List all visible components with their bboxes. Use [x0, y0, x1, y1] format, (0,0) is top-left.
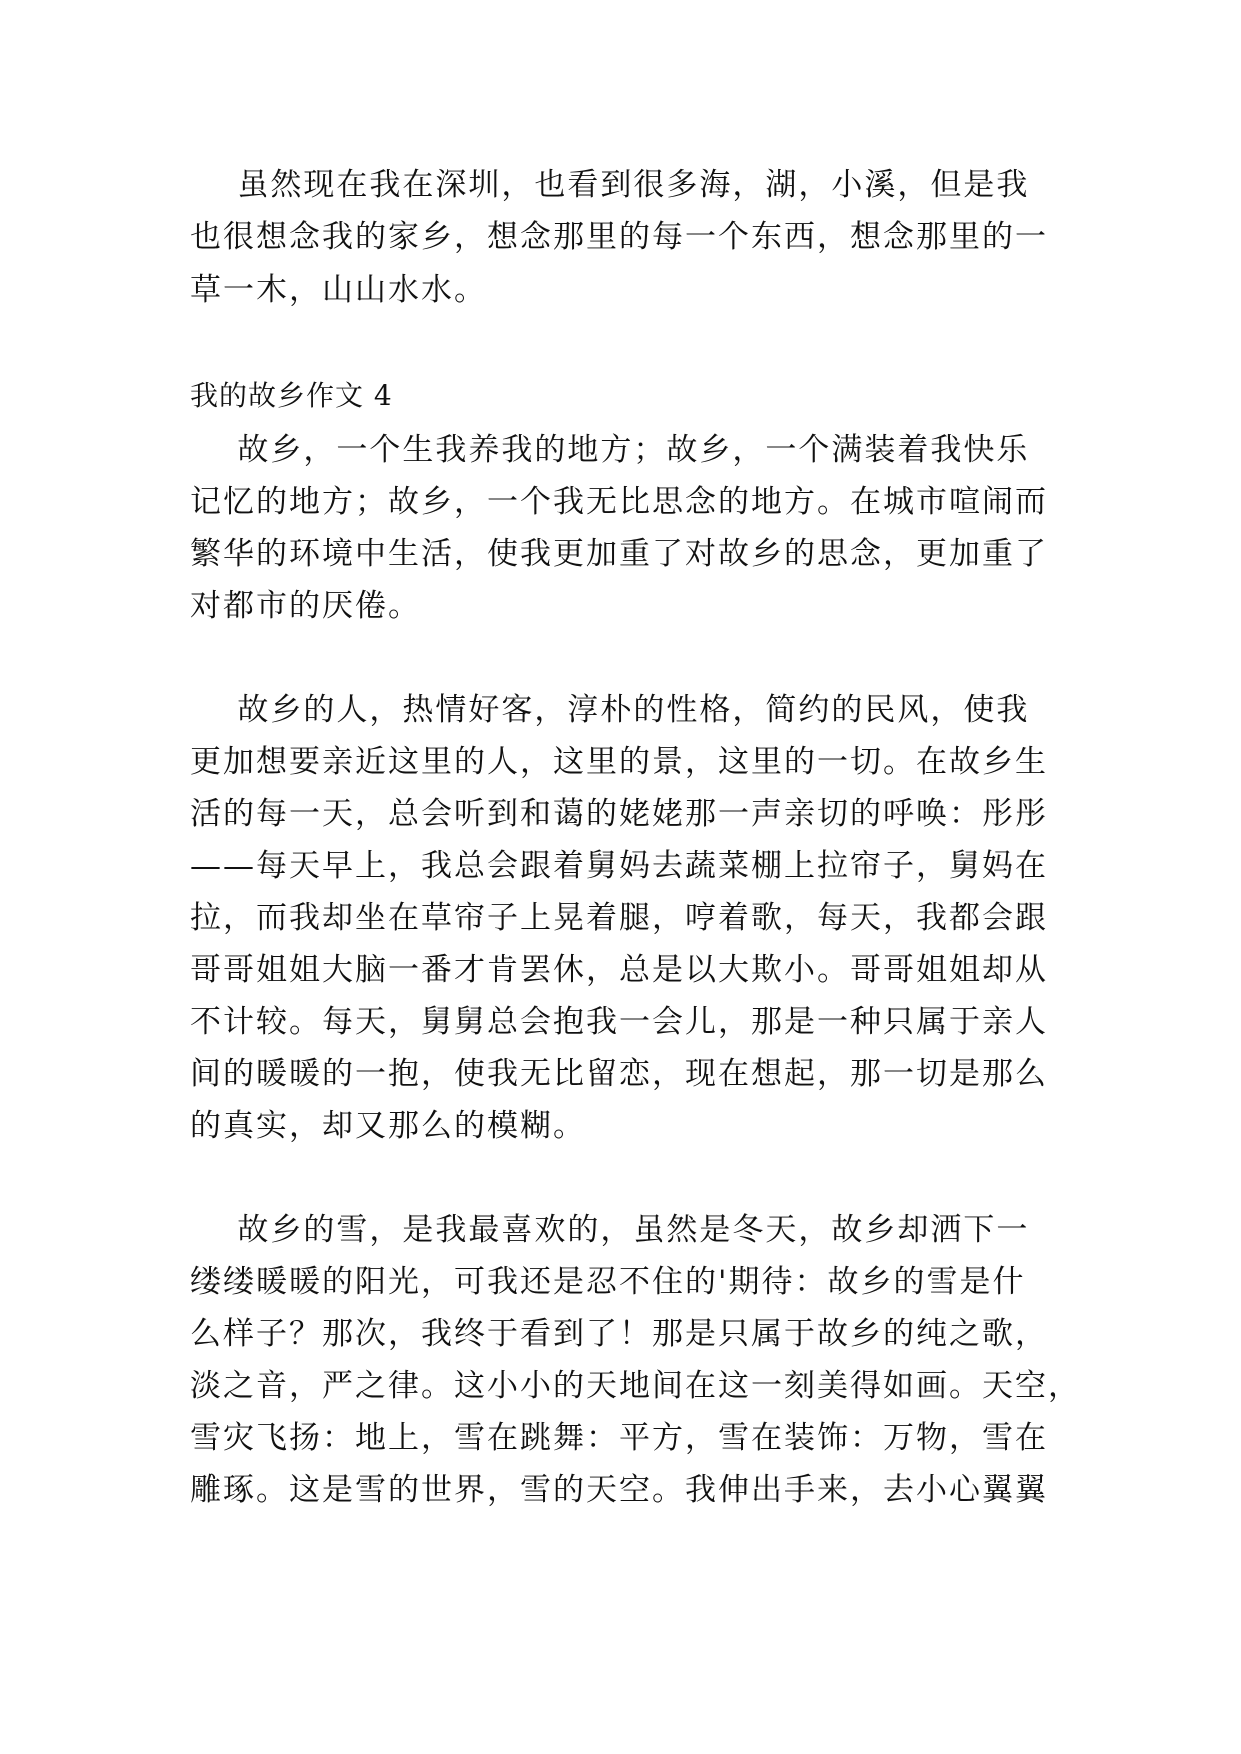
paragraph-line: 拉，而我却坐在草帘子上晃着腿，哼着歌，每天，我都会跟: [190, 900, 1048, 936]
paragraph-line: 雕琢。这是雪的世界，雪的天空。我伸出手来，去小心翼翼: [190, 1472, 1048, 1508]
paragraph-line: 么样子？那次，我终于看到了！那是只属于故乡的纯之歌，: [190, 1316, 1048, 1352]
paragraph-line: 更加想要亲近这里的人，这里的景，这里的一切。在故乡生: [190, 744, 1048, 780]
paragraph-line: 活的每一天，总会听到和蔼的姥姥那一声亲切的呼唤：彤彤: [190, 796, 1048, 832]
paragraph-line: 故乡的雪，是我最喜欢的，虽然是冬天，故乡却洒下一: [190, 1212, 1030, 1248]
paragraph-line: 故乡，一个生我养我的地方；故乡，一个满装着我快乐: [190, 432, 1030, 468]
paragraph-line: 故乡的人，热情好客，淳朴的性格，简约的民风，使我: [190, 692, 1030, 728]
paragraph-line: 对都市的厌倦。: [190, 588, 421, 624]
paragraph-line: 的真实，却又那么的模糊。: [190, 1108, 586, 1144]
paragraph-line: 雪灾飞扬：地上，雪在跳舞：平方，雪在装饰：万物，雪在: [190, 1420, 1048, 1456]
section-heading: 我的故乡作文 4: [190, 379, 393, 412]
paragraph-line: 繁华的环境中生活，使我更加重了对故乡的思念，更加重了: [190, 536, 1048, 572]
paragraph-line: 间的暖暖的一抱，使我无比留恋，现在想起，那一切是那么: [190, 1056, 1048, 1092]
paragraph-line: 哥哥姐姐大脑一番才肯罢休，总是以大欺小。哥哥姐姐却从: [190, 952, 1048, 988]
paragraph-line: 不计较。每天，舅舅总会抱我一会儿，那是一种只属于亲人: [190, 1004, 1048, 1040]
paragraph-line: 虽然现在我在深圳，也看到很多海，湖，小溪，但是我: [190, 167, 1030, 203]
paragraph-line: 记忆的地方；故乡，一个我无比思念的地方。在城市喧闹而: [190, 484, 1048, 520]
paragraph-line: 缕缕暖暖的阳光，可我还是忍不住的'期待：故乡的雪是什: [190, 1264, 1026, 1300]
paragraph-line: 也很想念我的家乡，想念那里的每一个东西，想念那里的一: [190, 219, 1048, 255]
paragraph-line: 淡之音，严之律。这小小的天地间在这一刻美得如画。天空，: [190, 1368, 1081, 1404]
paragraph-line: 草一木，山山水水。: [190, 272, 487, 308]
paragraph-line: ——每天早上，我总会跟着舅妈去蔬菜棚上拉帘子，舅妈在: [190, 848, 1048, 884]
